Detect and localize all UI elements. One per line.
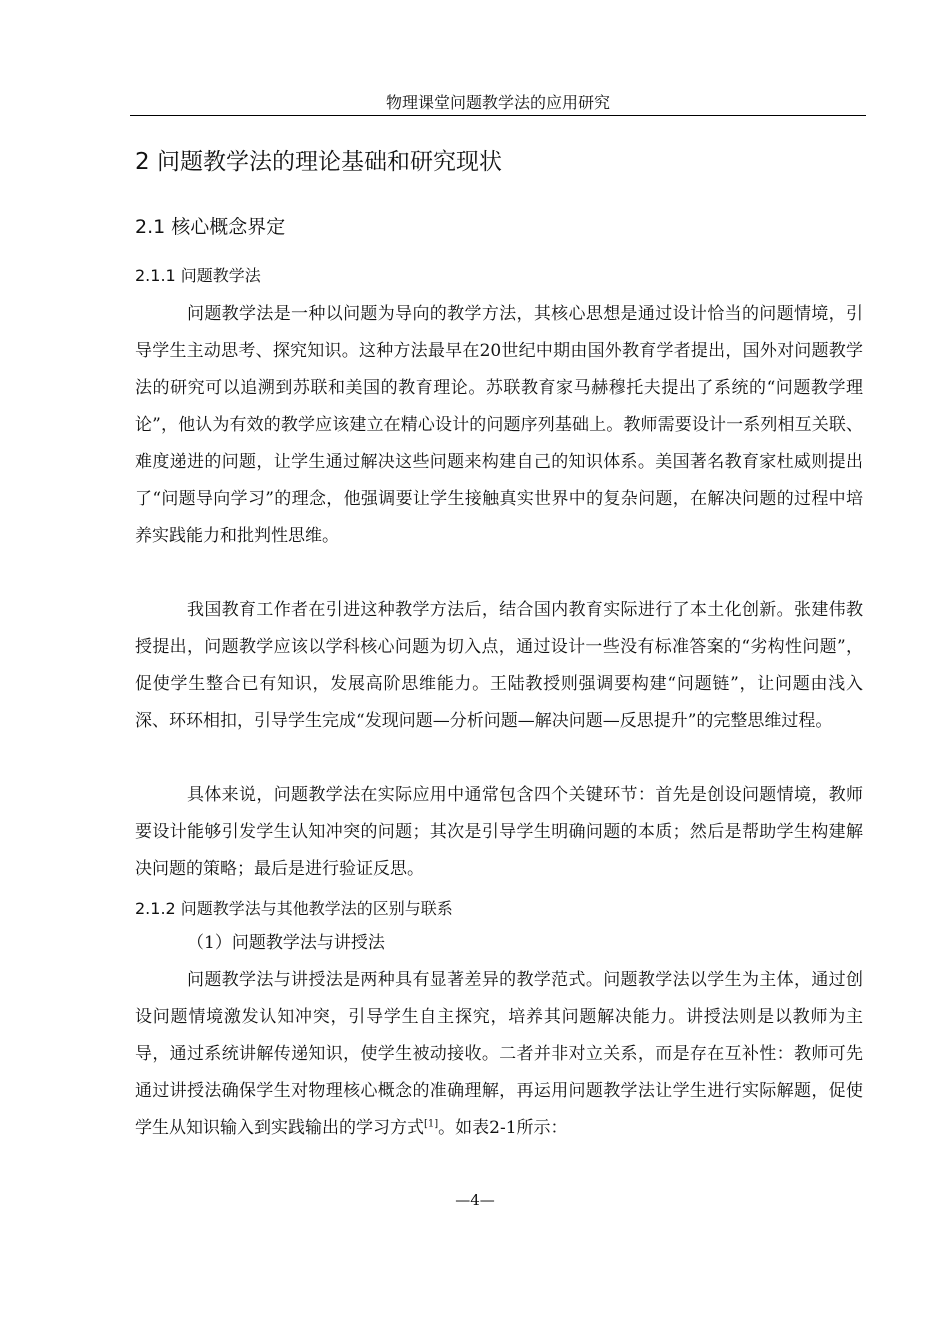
paragraph-text: 问题教学法与讲授法是两种具有显著差异的教学范式。问题教学法以学生为主体，通过创设问题情境激发认知冲突，引导学生自主探究，培养其问题解决能力。讲授法则是以教师为主导，通过系统讲解传递知识，使学生被动接收。二者并非对立关系，而是存在互补性：教师可先通过讲授法确保学生对物理核心概念的准确理解，再运用问题教学法让学生进行实际解题，促使学生从知识输入到实践输出的学习方式 [135, 970, 863, 1138]
body-paragraph: 具体来说，问题教学法在实际应用中通常包含四个关键环节：首先是创设问题情境，教师要设计能够引发学生认知冲突的问题；其次是引导学生明确问题的本质；然后是帮助学生构建解决问题的策略；最后是进行验证反思。 [135, 785, 863, 879]
citation-marker[interactable]: [1] [424, 1118, 439, 1130]
section-title: 2.1 核心概念界定 [135, 216, 286, 238]
list-item: （1）问题教学法与讲授法 [187, 933, 385, 953]
page-number: —4— [455, 1191, 495, 1209]
page-header-title: 物理课堂问题教学法的应用研究 [385, 93, 610, 112]
body-paragraph: 问题教学法是一种以问题为导向的教学方法，其核心思想是通过设计恰当的问题情境，引导学生主动思考、探究知识。这种方法最早在20世纪中期由国外教育学者提出，国外对问题教学法的研究可以追溯到苏联和美国的教育理论。苏联教育家马赫穆托夫提出了系统的“问题教学理论”，他认为有效的教学应该建立在精心设计的问题序列基础上。教师需要设计一系列相互关联、难度递进的问题，让学生通过解决这些问题来构建自己的知识体系。美国著名教育家杜威则提出了“问题导向学习”的理念，他强调要让学生接触真实世界中的复杂问题，在解决问题的过程中培养实践能力和批判性思维。 [135, 304, 863, 546]
body-paragraph [135, 962, 863, 1147]
paragraph-tail: 。如表2-1所示： [438, 1118, 568, 1138]
chapter-title: 2 问题教学法的理论基础和研究现状 [135, 149, 502, 175]
body-paragraph: 我国教育工作者在引进这种教学方法后，结合国内教育实际进行了本土化创新。张建伟教授提出，问题教学应该以学科核心问题为切入点，通过设计一些没有标准答案的“劣构性问题”，促使学生整合已有知识，发展高阶思维能力。王陆教授则强调要构建“问题链”，让问题由浅入深、环环相扣，引导学生完成“发现问题—分析问题—解决问题—反思提升”的完整思维过程。 [135, 600, 863, 731]
subsection-title: 2.1.2 问题教学法与其他教学法的区别与联系 [135, 899, 453, 918]
subsection-title: 2.1.1 问题教学法 [135, 266, 261, 285]
header-divider [130, 115, 866, 116]
